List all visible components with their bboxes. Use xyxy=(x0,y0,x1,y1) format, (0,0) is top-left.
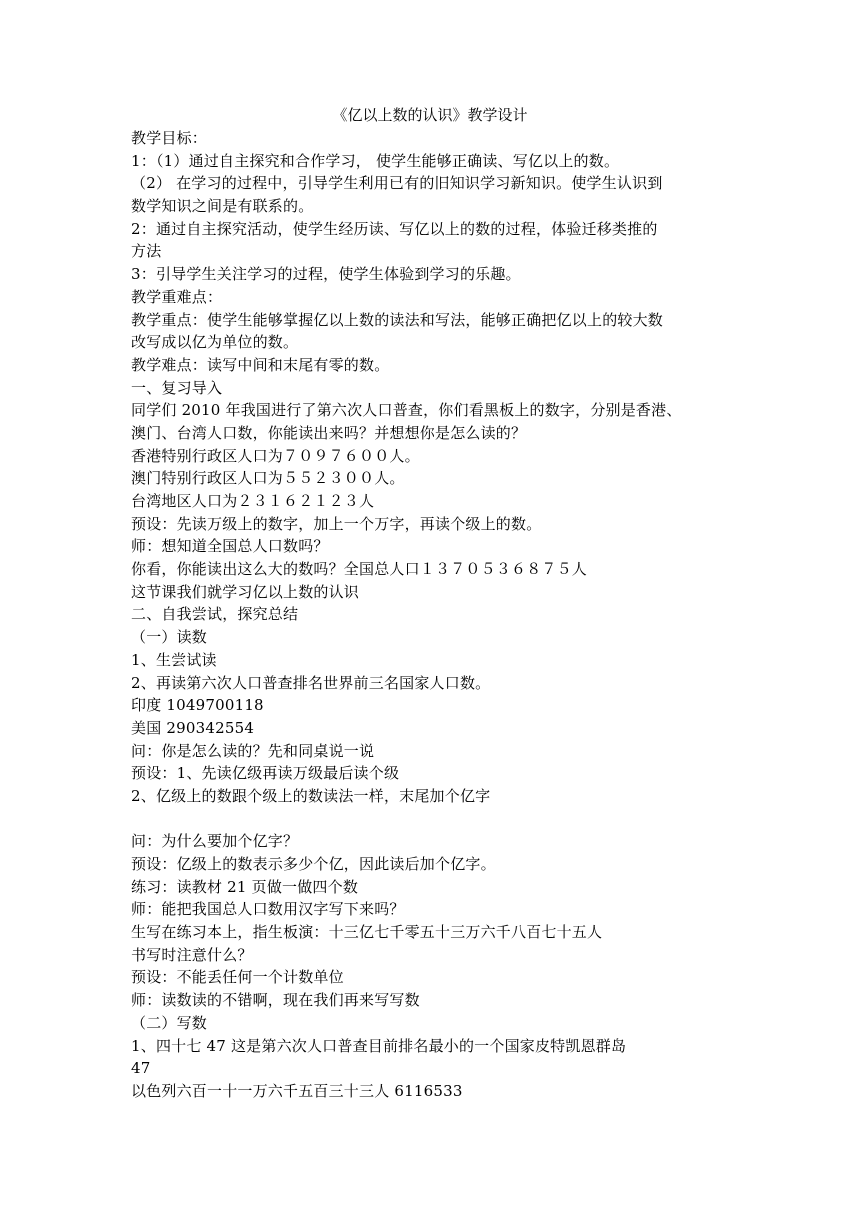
body-text-line: 1：（1）通过自主探究和合作学习， 使学生能够正确读、写亿以上的数。 xyxy=(131,151,620,170)
body-text-line: 一、复习导入 xyxy=(131,378,223,397)
body-text-line: 印度 1049700118 xyxy=(131,696,264,715)
blank-line xyxy=(131,808,741,831)
body-text-line: 台湾地区人口为２３１６２１２３人 xyxy=(131,492,375,510)
document-body xyxy=(131,127,741,1103)
body-text-line: 师：能把我国总人口数用汉字写下来吗？ xyxy=(131,900,405,919)
body-text-line: 预设：先读万级上的数字，加上一个万字，再读个级上的数。 xyxy=(131,514,542,533)
body-text-line: 预设：亿级上的数表示多少个亿，因此读后加个亿字。 xyxy=(131,855,496,873)
body-text-line: 预设：1、先读亿级再读万级最后读个级 xyxy=(131,764,400,783)
body-text-line: 书写时注意什么？ xyxy=(131,945,253,964)
body-text-line: 这节课我们就学习亿以上数的认识 xyxy=(131,582,360,601)
body-text-line: 1、生尝试读 xyxy=(131,650,217,669)
body-text-line: 问：你是怎么读的？先和同桌说一说 xyxy=(131,741,375,760)
body-text-line: 47 xyxy=(131,1059,151,1078)
body-text-line: 练习：读教材 21 页做一做四个数 xyxy=(131,877,359,896)
body-text-line: 2：通过自主探究活动，使学生经历读、写亿以上的数的过程，体验迁移类推的 xyxy=(131,219,658,238)
body-text-line: 教学重难点： xyxy=(131,287,223,306)
body-text-line: 澳门特别行政区人口为５５２３００人。 xyxy=(131,469,405,488)
body-text-line: （一）读数 xyxy=(131,628,208,647)
body-text-line: 师：想知道全国总人口数吗？ xyxy=(131,537,329,556)
body-text-line: 3：引导学生关注学习的过程，使学生体验到学习的乐趣。 xyxy=(131,265,521,284)
body-text-line: 改写成以亿为单位的数。 xyxy=(131,333,299,352)
body-text-line: 香港特别行政区人口为７０９７６００人。 xyxy=(131,446,420,465)
body-text-line: 生写在练习本上，指生板演：十三亿七千零五十三万六千八百七十五人 xyxy=(131,923,603,942)
body-text-line: 预设：不能丢任何一个计数单位 xyxy=(131,968,344,987)
body-text-line: 问：为什么要加个亿字？ xyxy=(131,832,299,851)
body-text-line: 1、四十七 47 这是第六次人口普查目前排名最小的一个国家皮特凯恩群岛 xyxy=(131,1036,627,1055)
body-text-line: 教学目标： xyxy=(131,129,208,147)
body-text-line: 数学知识之间是有联系的。 xyxy=(131,197,314,216)
body-text-line: （二）写数 xyxy=(131,1013,208,1032)
body-text-line: 师：读数读的不错啊，现在我们再来写写数 xyxy=(131,991,420,1010)
body-text-line: 二、自我尝试，探究总结 xyxy=(131,605,299,624)
body-text-line: 美国 290342554 xyxy=(131,718,255,737)
document-title: 《亿以上数的认识》教学设计 xyxy=(332,106,528,124)
body-text-line: 澳门、台湾人口数，你能读出来吗？并想想你是怎么读的？ xyxy=(131,423,527,442)
body-text-line: 以色列六百一十一万六千五百三十三人 6116533 xyxy=(131,1081,463,1100)
body-text-line: 方法 xyxy=(131,242,162,261)
body-text-line: 2、再读第六次人口普查排名世界前三名国家人口数。 xyxy=(131,673,491,692)
body-text-line: （2） 在学习的过程中，引导学生利用已有的旧知识学习新知识。使学生认识到 xyxy=(131,174,663,193)
body-text-line: 教学重点：使学生能够掌握亿以上数的读法和写法，能够正确把亿以上的较大数 xyxy=(131,310,664,329)
body-text-line: 教学难点：读写中间和末尾有零的数。 xyxy=(131,355,390,374)
body-text-line: 你看，你能读出这么大的数吗？全国总人口１３７０５３６８７５人 xyxy=(131,560,588,579)
body-text-line: 同学们 2010 年我国进行了第六次人口普查，你们看黑板上的数字，分别是香港、 xyxy=(131,401,682,420)
body-text-line: 2、亿级上的数跟个级上的数读法一样，末尾加个亿字 xyxy=(131,786,491,805)
